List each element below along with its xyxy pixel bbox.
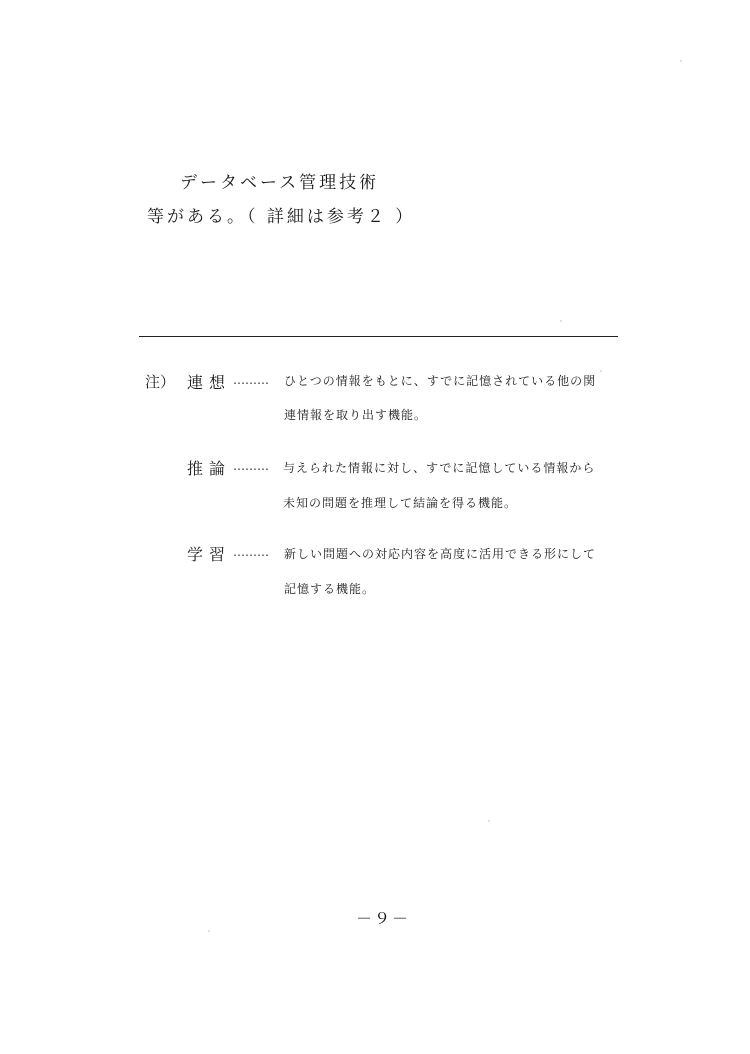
note-marker: 注） [145, 373, 176, 391]
note-leader: ……… [233, 373, 269, 387]
note-leader: ……… [233, 545, 269, 559]
intro-line-1: データベース管理技術 [180, 173, 380, 193]
scan-speck [208, 930, 210, 932]
note-term-rensou: 連想 [187, 373, 232, 392]
note-definition-line: 連情報を取り出す機能。 [284, 408, 428, 422]
scan-speck [488, 820, 490, 822]
note-term-gakushuu: 学習 [187, 545, 232, 564]
scan-speck [680, 60, 682, 62]
scan-speck [600, 370, 602, 372]
note-leader: ……… [233, 459, 269, 473]
note-definition-line: 新しい問題への対応内容を高度に活用できる形にして [284, 547, 597, 561]
note-term-suiron: 推論 [187, 459, 232, 478]
intro-line-2: 等がある。（ 詳細は参考２ ） [147, 207, 416, 227]
horizontal-divider [139, 336, 618, 337]
page-number: －９－ [356, 909, 411, 928]
note-definition-line: 与えられた情報に対し、すでに記憶している情報から [283, 461, 596, 475]
scan-speck [560, 320, 562, 322]
note-definition-line: ひとつの情報をもとに、すでに記憶されている他の関 [284, 374, 597, 388]
note-definition-line: 未知の問題を推理して結論を得る機能。 [283, 496, 518, 510]
note-definition-line: 記憶する機能。 [284, 582, 376, 596]
